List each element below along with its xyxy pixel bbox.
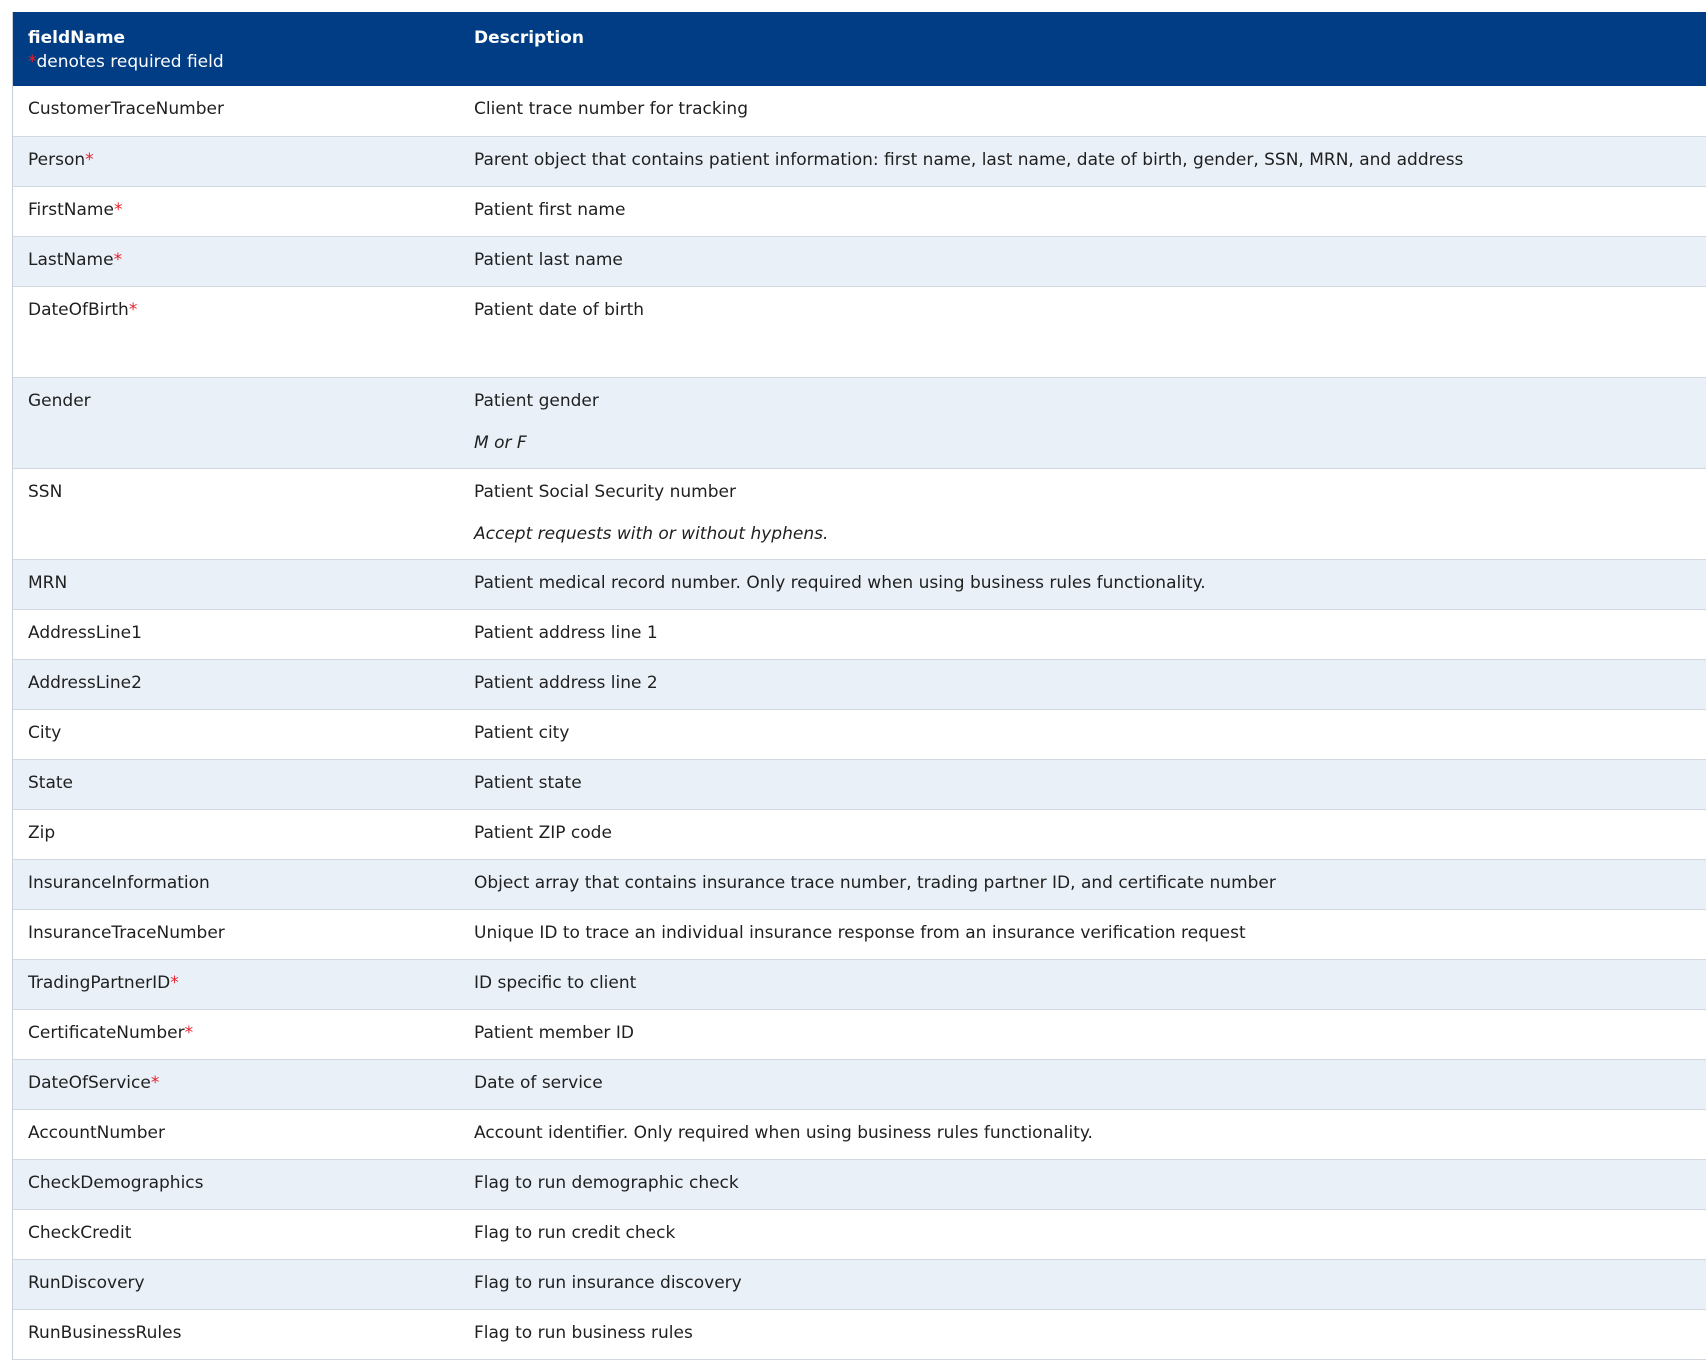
description-cell	[459, 468, 1706, 559]
description-cell	[459, 1209, 1706, 1259]
table-row	[13, 186, 1706, 236]
table-row	[13, 1309, 1706, 1359]
field-description: Date of service	[474, 1072, 603, 1093]
description-cell	[459, 236, 1706, 286]
field-name: RunBusinessRules	[28, 1322, 182, 1343]
table-row	[13, 759, 1706, 809]
required-marker: *	[85, 149, 94, 170]
description-cell	[459, 1109, 1706, 1159]
field-description: Parent object that contains patient information: first name, last name, date of birth, gender, SSN, MRN, and address	[474, 149, 1464, 170]
required-marker: *	[184, 1022, 194, 1043]
field-name-cell	[13, 709, 459, 759]
field-name: City	[28, 722, 62, 743]
table-row	[13, 1059, 1706, 1109]
field-name-cell	[13, 86, 459, 136]
field-name: AddressLine2	[28, 672, 142, 693]
field-note: Accept requests with or without hyphens.	[474, 523, 829, 544]
field-name-cell	[13, 559, 459, 609]
field-name: CheckDemographics	[28, 1172, 204, 1193]
table-row	[13, 609, 1706, 659]
description-cell	[459, 1059, 1706, 1109]
field-name-cell	[13, 286, 459, 377]
description-cell	[459, 709, 1706, 759]
field-description: Patient address line 2	[474, 672, 658, 693]
field-name-cell	[13, 809, 459, 859]
description-cell	[459, 809, 1706, 859]
description-cell	[459, 759, 1706, 809]
description-cell	[459, 136, 1706, 186]
table-row	[13, 468, 1706, 559]
field-description-table	[13, 12, 1706, 1360]
field-table-container	[12, 12, 1706, 1360]
description-cell	[459, 609, 1706, 659]
field-description: Client trace number for tracking	[474, 99, 748, 119]
field-description: ID specific to client	[474, 972, 637, 993]
field-description: Patient member ID	[474, 1022, 634, 1043]
field-name: LastName	[28, 249, 114, 270]
table-row	[13, 236, 1706, 286]
field-name: MRN	[28, 572, 68, 593]
field-name: Gender	[28, 390, 91, 411]
field-name-cell	[13, 1259, 459, 1309]
description-cell	[459, 659, 1706, 709]
table-row	[13, 377, 1706, 468]
field-name: CheckCredit	[28, 1222, 132, 1243]
table-row	[13, 809, 1706, 859]
field-description: Unique ID to trace an individual insurance response from an insurance verification request	[474, 922, 1246, 943]
field-name: SSN	[28, 481, 63, 502]
field-description: Patient last name	[474, 249, 623, 270]
field-name-cell	[13, 659, 459, 709]
field-description: Patient address line 1	[474, 622, 658, 643]
table-row	[13, 286, 1706, 377]
description-cell	[459, 286, 1706, 377]
table-row	[13, 859, 1706, 909]
header-row	[13, 12, 1706, 86]
required-asterisk: *	[28, 52, 37, 72]
field-name-cell	[13, 1159, 459, 1209]
header-fieldname-label: fieldName	[28, 28, 126, 48]
field-description: Patient Social Security number	[474, 481, 736, 502]
table-row	[13, 86, 1706, 136]
field-name-cell	[13, 1209, 459, 1259]
table-row	[13, 959, 1706, 1009]
description-cell	[459, 377, 1706, 468]
field-description: Patient state	[474, 772, 582, 793]
field-name-cell	[13, 136, 459, 186]
field-description: Patient ZIP code	[474, 822, 612, 843]
field-description: Account identifier. Only required when using business rules functionality.	[474, 1122, 1093, 1143]
field-name: AddressLine1	[28, 622, 142, 643]
field-name: InsuranceInformation	[28, 872, 210, 893]
table-row	[13, 909, 1706, 959]
description-cell	[459, 909, 1706, 959]
field-name: State	[28, 772, 73, 793]
description-cell	[459, 186, 1706, 236]
field-name-cell	[13, 959, 459, 1009]
required-marker: *	[128, 299, 138, 320]
field-name-cell	[13, 609, 459, 659]
field-description: Patient gender	[474, 390, 599, 411]
field-name-cell	[13, 759, 459, 809]
field-name-cell	[13, 909, 459, 959]
description-cell	[459, 859, 1706, 909]
field-name: AccountNumber	[28, 1122, 165, 1143]
field-name-cell	[13, 1059, 459, 1109]
header-fieldname	[13, 12, 459, 86]
field-description: Patient first name	[474, 199, 626, 220]
field-description: Flag to run business rules	[474, 1322, 693, 1343]
field-name-cell	[13, 377, 459, 468]
required-legend	[28, 50, 444, 74]
field-description: Flag to run demographic check	[474, 1172, 739, 1193]
required-marker: *	[113, 199, 123, 220]
field-name-cell	[13, 468, 459, 559]
field-name-cell	[13, 859, 459, 909]
header-description	[459, 12, 1706, 86]
field-name: Person	[28, 149, 86, 170]
description-cell	[459, 959, 1706, 1009]
description-cell	[459, 1009, 1706, 1059]
table-row	[13, 136, 1706, 186]
description-cell	[459, 559, 1706, 609]
description-cell	[459, 1259, 1706, 1309]
required-marker: *	[150, 1072, 160, 1093]
table-body	[13, 86, 1706, 1359]
field-description: Flag to run insurance discovery	[474, 1272, 742, 1293]
required-marker: *	[113, 249, 123, 270]
field-note: M or F	[474, 432, 527, 453]
field-name-cell	[13, 186, 459, 236]
field-name: TradingPartnerID	[28, 972, 171, 993]
field-description: Patient medical record number. Only required when using business rules functionality.	[474, 572, 1206, 593]
field-name: CertificateNumber	[28, 1022, 185, 1043]
required-marker: *	[170, 972, 179, 993]
table-row	[13, 1009, 1706, 1059]
field-name: DateOfService	[28, 1072, 151, 1093]
field-description: Flag to run credit check	[474, 1222, 676, 1243]
field-name-cell	[13, 236, 459, 286]
field-description: Object array that contains insurance trace number, trading partner ID, and certificate number	[474, 872, 1276, 893]
description-cell	[459, 1159, 1706, 1209]
description-cell	[459, 86, 1706, 136]
field-name: RunDiscovery	[28, 1272, 145, 1293]
table-row	[13, 1259, 1706, 1309]
field-name-cell	[13, 1009, 459, 1059]
field-name: Zip	[28, 822, 56, 843]
table-row	[13, 1209, 1706, 1259]
header-description-label: Description	[474, 28, 584, 48]
field-name-cell	[13, 1309, 459, 1359]
table-row	[13, 1159, 1706, 1209]
field-description: Patient date of birth	[474, 299, 645, 320]
table-header	[13, 12, 1706, 86]
table-row	[13, 1109, 1706, 1159]
table-row	[13, 659, 1706, 709]
field-description: Patient city	[474, 722, 570, 743]
field-name: InsuranceTraceNumber	[28, 922, 225, 943]
description-cell	[459, 1309, 1706, 1359]
required-legend-text: denotes required field	[36, 52, 224, 72]
field-name-cell	[13, 1109, 459, 1159]
field-name: CustomerTraceNumber	[28, 99, 224, 119]
field-name: DateOfBirth	[28, 299, 129, 320]
table-row	[13, 559, 1706, 609]
table-row	[13, 709, 1706, 759]
field-name: FirstName	[28, 199, 114, 220]
